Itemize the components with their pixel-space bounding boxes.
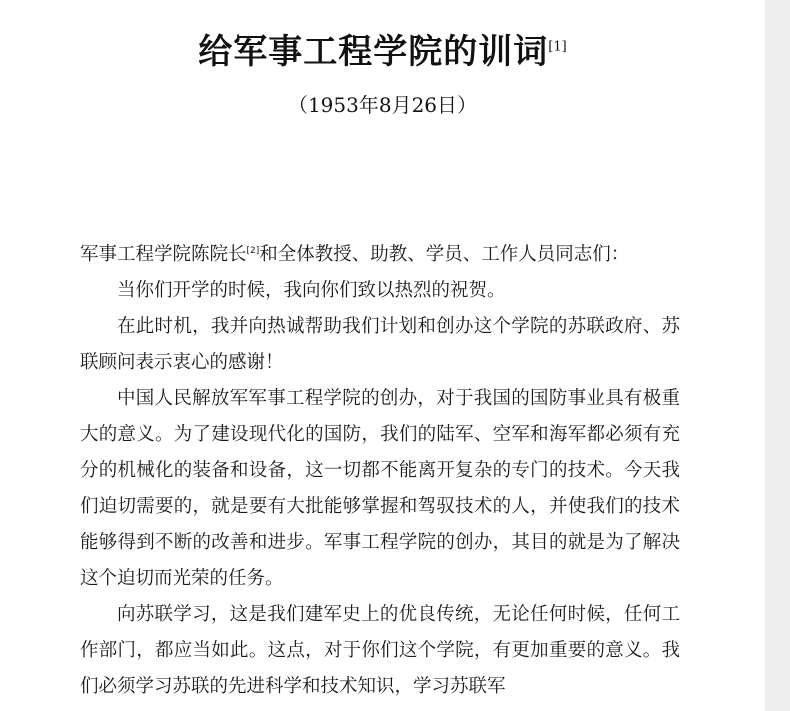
salutation-end: 和全体教授、助教、学员、工作人员同志们： <box>259 244 630 265</box>
paragraph: 向苏联学习，这是我们建军史上的优良传统，无论任何时候，任何工作部门，都应当如此。这点，对于你们这个学院，有更加重要的意义。我们必须学习苏联的先进科学和技术知识，学习苏联军 <box>80 604 680 697</box>
paragraph: 在此时机，我并向热诚帮助我们计划和创办这个学院的苏联政府、苏联顾问表示衷心的感谢！ <box>80 316 680 373</box>
scrollbar-track[interactable] <box>765 0 790 711</box>
title-footnote-marker[interactable]: [1] <box>548 39 567 55</box>
salutation <box>80 237 680 273</box>
document-date: （1953年8月26日） <box>287 93 478 117</box>
document-body <box>80 237 680 705</box>
title-text: 给军事工程学院的训词 <box>198 32 549 72</box>
salutation-start: 军事工程学院陈院长 <box>80 244 247 265</box>
salutation-footnote-marker[interactable]: [2] <box>246 245 260 256</box>
paragraph: 当你们开学的时候，我向你们致以热烈的祝贺。 <box>117 280 506 301</box>
paragraph: 中国人民解放军军事工程学院的创办，对于我国的国防事业具有极重大的意义。为了建设现代化的国防，我们的陆军、空军和海军都必须有充分的机械化的装备和设备，这一切都不能离开复杂的专门的技术。今天我们迫切需要的，就是要有大批能够掌握和驾驭技术的人，并使我们的技术能够得到不断的改善和进步。军事工程学院的创办，其目的就是为了解决这个迫切而光荣的任务。 <box>80 388 680 589</box>
document-title <box>0 28 765 76</box>
